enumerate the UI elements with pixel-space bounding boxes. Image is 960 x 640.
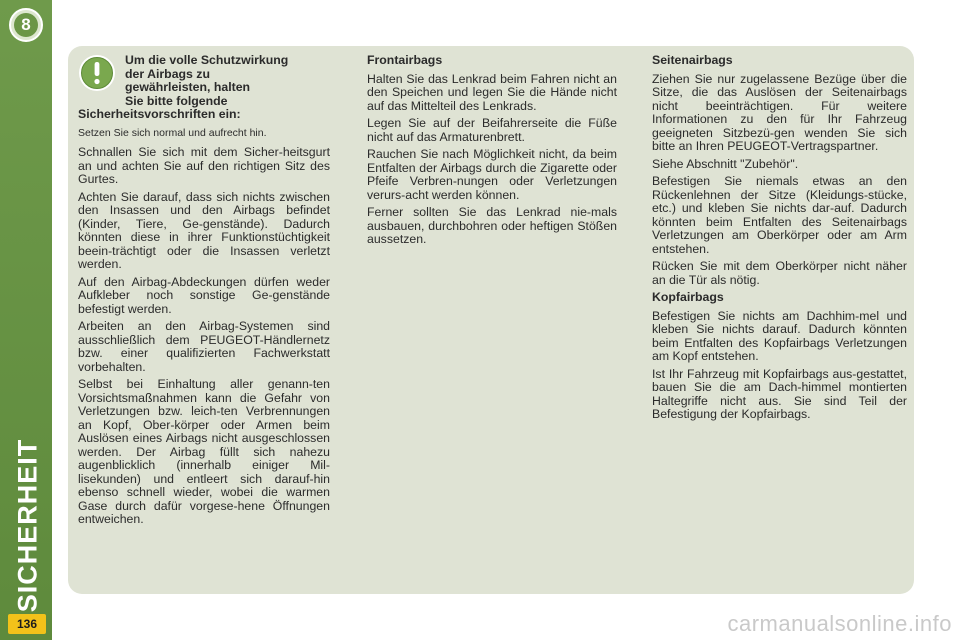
exclamation-icon — [78, 54, 116, 92]
warning-header — [78, 54, 330, 108]
seitenairbags-paragraph: Rücken Sie mit dem Oberkörper nicht näher an die Tür als nötig. — [652, 259, 907, 287]
warning-heading-line: Sie bitte folgende — [125, 93, 228, 108]
kopfairbags-paragraph: Ist Ihr Fahrzeug mit Kopfairbags aus-gestattet, bauen Sie die am Dach-himmel montierten Haltegriffe nicht aus. Sie sind Teil der Befestigung der Kopfairbags. — [652, 366, 907, 421]
chapter-sidebar — [0, 0, 52, 640]
warning-paragraph: Schnallen Sie sich mit dem Sicher-heitsgurt an und achten Sie auf den richtigen Sitz des Gurtes. — [78, 145, 330, 186]
warning-heading — [125, 54, 288, 108]
warning-paragraph: Arbeiten an den Airbag-Systemen sind ausschließlich dem PEUGEOT-Händlernetz bzw. einer qualifizierten Fachwerkstatt vorbehalten. — [78, 319, 330, 374]
chapter-badge — [9, 8, 43, 42]
warning-heading-cont: Sicherheitsvorschriften ein: — [78, 107, 241, 121]
section-title-wrap — [8, 440, 48, 610]
warning-note: Setzen Sie sich normal und aufrecht hin. — [78, 126, 267, 139]
frontairbags-heading: Frontairbags — [367, 53, 443, 67]
warning-paragraph: Selbst bei Einhaltung aller genann-ten Vorsichtsmaßnahmen kann die Gefahr von Verletzungen bzw. leich-ten Verbrennungen an Kopf, Ober-körper oder Armen beim Auslösen eines Airbags nicht ausgeschlossen werden. Der Airbag füllt sich nahezu augenblicklich (innerhalb einiger Mil-lisekunden) und entleert sich darauf-hin ebenso schnell wieder, wobei die warmen Gase durch dafür vorgese-hene Öffnungen entweichen. — [78, 377, 330, 526]
side-head-airbags-column — [652, 54, 907, 426]
chapter-number: 8 — [14, 13, 38, 37]
warning-heading-line: der Airbags zu — [125, 66, 210, 81]
watermark: carmanualsonline.info — [727, 611, 952, 636]
warning-column — [78, 54, 330, 531]
frontairbags-paragraph: Halten Sie das Lenkrad beim Fahren nicht an den Speichen und legen Sie die Hände nicht auf das Mittelteil des Lenkrads. — [367, 71, 617, 113]
seitenairbags-heading: Seitenairbags — [652, 53, 733, 67]
frontairbags-column — [367, 54, 617, 251]
warning-paragraph: Achten Sie darauf, dass sich nichts zwischen den Insassen und den Airbags befindet (Kinder, Tiere, Ge-genstände). Dadurch könnten diese in ihrer Funktionstüchtigkeit beein-trächtigt oder die Insassen verletzt werden. — [78, 189, 330, 271]
section-title: SICHERHEIT — [12, 438, 43, 612]
warning-heading-line: Um die volle Schutzwirkung — [125, 53, 289, 67]
seitenairbags-paragraph: Ziehen Sie nur zugelassene Bezüge über die Sitze, die das Auslösen der Seitenairbags nicht beeinträchtigen. Für weitere Informationen zu den für Ihr Fahrzeug geeigneten Sitzbezü-gen wenden Sie sich bitte an Ihren PEUGEOT-Vertragspartner. — [652, 71, 907, 153]
warning-paragraph: Auf den Airbag-Abdeckungen dürfen weder Aufkleber noch sonstige Ge-genstände befestigt werden. — [78, 274, 330, 316]
warning-heading-line: gewährleisten, halten — [125, 80, 251, 94]
frontairbags-paragraph: Ferner sollten Sie das Lenkrad nie-mals ausbauen, durchbohren oder heftigen Stößen aussetzen. — [367, 205, 617, 246]
kopfairbags-paragraph: Befestigen Sie nichts am Dachhim-mel und kleben Sie nichts darauf. Dadurch könnten beim Entfalten des Kopfairbags Verletzungen am Kopf entstehen. — [652, 308, 907, 363]
seitenairbags-paragraph: Siehe Abschnitt "Zubehör". — [652, 156, 799, 171]
frontairbags-paragraph: Legen Sie auf der Beifahrerseite die Füße nicht auf das Armaturenbrett. — [367, 116, 617, 144]
frontairbags-paragraph: Rauchen Sie nach Möglichkeit nicht, da beim Entfalten der Airbags durch die Zigarette oder Pfeife Verbren-nungen oder Verletzungen verurs-acht werden können. — [367, 147, 617, 202]
page-number: 136 — [8, 614, 46, 634]
seitenairbags-paragraph: Befestigen Sie niemals etwas an den Rückenlehnen der Sitze (Kleidungs-stücke, etc.) und kleben Sie nichts dar-auf. Dadurch könnten beim Entfalten des Seitenairbags Verletzungen am Oberkörper oder am Arm entstehen. — [652, 174, 907, 256]
kopfairbags-heading: Kopfairbags — [652, 290, 724, 304]
